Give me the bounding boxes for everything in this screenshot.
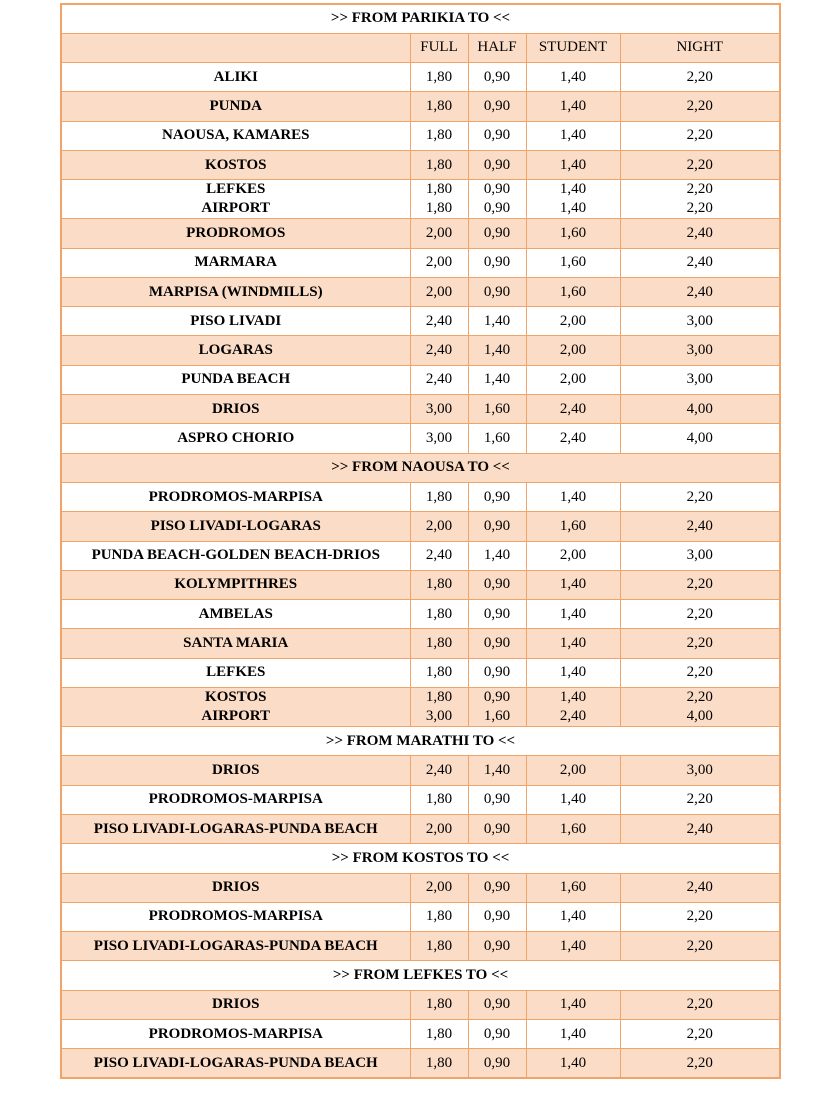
fare-row <box>61 248 780 277</box>
fare-night-cell: 3,00 <box>620 336 780 365</box>
fare-night-cell: 2,40 <box>620 814 780 843</box>
header-destination <box>61 33 410 62</box>
fare-half-cell: 1,60 <box>468 395 526 424</box>
fare-night-cell: 2,20 <box>620 990 780 1019</box>
fare-full-cell: 2,00 <box>410 814 468 843</box>
header-full: FULL <box>410 33 468 62</box>
fare-student-cell: 1,40 <box>526 990 620 1019</box>
fare-row <box>61 541 780 570</box>
destination-cell: PRODROMOS-MARPISA <box>61 785 410 814</box>
fare-student-cell: 1,40 <box>526 785 620 814</box>
destination-cell: PISO LIVADI-LOGARAS-PUNDA BEACH <box>61 932 410 961</box>
fare-row <box>61 902 780 931</box>
fare-half-cell: 0,90 <box>468 658 526 687</box>
fare-night-cell: 2,20 <box>620 1020 780 1049</box>
fare-student-cell: 2,40 <box>526 424 620 453</box>
fare-full-cell: 1,80 <box>410 121 468 150</box>
fare-full-cell: 1,80 <box>410 1049 468 1078</box>
header-student: STUDENT <box>526 33 620 62</box>
fare-student: 2,40 <box>559 708 587 725</box>
fare-student-cell: 1,60 <box>526 277 620 306</box>
fare-row <box>61 932 780 961</box>
fare-full-cell: 1,80 <box>410 63 468 92</box>
fare-full-cell: 1,80 <box>410 990 468 1019</box>
fare-student-cell: 1,40 <box>526 1049 620 1078</box>
fare-night-cell: 3,00 <box>620 307 780 336</box>
fare-row <box>61 92 780 121</box>
fare-full-cell: 2,00 <box>410 512 468 541</box>
header-half: HALF <box>468 33 526 62</box>
fare-student-cell: 1,40 <box>526 63 620 92</box>
fare-half-cell: 0,90 <box>468 932 526 961</box>
destination-cell: DRIOS <box>61 756 410 785</box>
fare-row <box>61 307 780 336</box>
fare-full-cell: 2,00 <box>410 248 468 277</box>
fare-half-cell: 0,90 <box>468 219 526 248</box>
fare-half-cell: 1,40 <box>468 336 526 365</box>
fare-night-cell: 2,20 <box>620 570 780 599</box>
fare-night-cell: 2,20 <box>620 63 780 92</box>
destination-name: AIRPORT <box>201 200 271 217</box>
fare-student-cell: 1,40 <box>526 92 620 121</box>
fare-half-cell: 0,90 <box>468 121 526 150</box>
fare-night-cell: 4,00 <box>620 395 780 424</box>
fare-half: 0,90 <box>483 689 511 706</box>
fare-night-cell: 2,20 <box>620 150 780 179</box>
fare-row <box>61 873 780 902</box>
fare-full-cell: 1,80 <box>410 932 468 961</box>
destination-cell: DRIOS <box>61 395 410 424</box>
fare-night: 2,20 <box>686 200 713 217</box>
fare-full-cell <box>410 688 468 727</box>
fare-half-cell: 0,90 <box>468 814 526 843</box>
fare-student: 1,40 <box>559 200 587 217</box>
fare-half-cell: 1,40 <box>468 307 526 336</box>
fare-half-cell: 0,90 <box>468 1049 526 1078</box>
destination-cell: PISO LIVADI-LOGARAS-PUNDA BEACH <box>61 814 410 843</box>
fare-row <box>61 150 780 179</box>
fare-night-cell: 2,20 <box>620 785 780 814</box>
destination-cell: PRODROMOS-MARPISA <box>61 482 410 511</box>
destination-cell: PUNDA BEACH <box>61 365 410 394</box>
fare-night-cell: 2,20 <box>620 482 780 511</box>
section-title-row <box>61 844 780 873</box>
fare-full: 1,80 <box>425 689 453 706</box>
fare-night-cell: 2,20 <box>620 1049 780 1078</box>
fare-full: 3,00 <box>425 708 453 725</box>
destination-cell: PISO LIVADI-LOGARAS-PUNDA BEACH <box>61 1049 410 1078</box>
fare-row <box>61 395 780 424</box>
fare-student-cell: 1,40 <box>526 600 620 629</box>
fare-student-cell: 1,60 <box>526 248 620 277</box>
fare-student-cell: 1,40 <box>526 482 620 511</box>
fare-full-cell: 1,80 <box>410 1020 468 1049</box>
fare-row <box>61 814 780 843</box>
fare-night-cell: 3,00 <box>620 756 780 785</box>
fare-full-cell: 2,00 <box>410 219 468 248</box>
fare-night: 2,20 <box>686 689 713 706</box>
fare-student-cell: 1,60 <box>526 219 620 248</box>
fare-full-cell: 1,80 <box>410 600 468 629</box>
fare-night-cell: 2,20 <box>620 629 780 658</box>
fare-night-cell: 2,40 <box>620 512 780 541</box>
fare-row <box>61 512 780 541</box>
fare-row <box>61 365 780 394</box>
fare-night-cell: 2,20 <box>620 121 780 150</box>
fare-half-cell: 0,90 <box>468 92 526 121</box>
fare-full-cell: 1,80 <box>410 902 468 931</box>
destination-cell: PRODROMOS <box>61 219 410 248</box>
fare-night-cell: 2,40 <box>620 219 780 248</box>
fare-half-cell: 0,90 <box>468 248 526 277</box>
destination-cell: MARPISA (WINDMILLS) <box>61 277 410 306</box>
fare-row <box>61 63 780 92</box>
section-title: >> FROM KOSTOS TO << <box>61 844 780 873</box>
fare-full-cell: 1,80 <box>410 785 468 814</box>
fare-half-cell: 0,90 <box>468 277 526 306</box>
fare-half-cell: 1,40 <box>468 365 526 394</box>
destination-cell <box>61 688 410 727</box>
fare-full: 1,80 <box>425 181 453 198</box>
fare-half-cell: 0,90 <box>468 482 526 511</box>
fare-night: 2,20 <box>686 181 713 198</box>
fare-night-cell: 3,00 <box>620 541 780 570</box>
fare-night-cell: 2,20 <box>620 600 780 629</box>
destination-name: AIRPORT <box>201 708 271 725</box>
destination-cell: LEFKES <box>61 658 410 687</box>
fare-row <box>61 629 780 658</box>
fare-night-cell: 3,00 <box>620 365 780 394</box>
destination-cell: PUNDA <box>61 92 410 121</box>
fare-full-cell: 1,80 <box>410 150 468 179</box>
fare-half-cell: 0,90 <box>468 629 526 658</box>
fare-row <box>61 688 780 727</box>
fare-half-cell <box>468 688 526 727</box>
fare-night-cell: 2,20 <box>620 658 780 687</box>
fare-night-cell <box>620 180 780 219</box>
fare-student-cell: 1,60 <box>526 873 620 902</box>
fare-night-cell: 2,20 <box>620 902 780 931</box>
fare-night-cell: 2,40 <box>620 277 780 306</box>
fare-full-cell <box>410 180 468 219</box>
fare-student-cell: 1,60 <box>526 814 620 843</box>
fare-table <box>60 3 781 1079</box>
fare-full: 1,80 <box>425 200 453 217</box>
fare-student-cell: 1,40 <box>526 1020 620 1049</box>
fare-student-cell: 1,40 <box>526 629 620 658</box>
fare-student-cell: 2,00 <box>526 307 620 336</box>
destination-cell: KOLYMPITHRES <box>61 570 410 599</box>
destination-name: KOSTOS <box>205 689 267 706</box>
fare-student-cell <box>526 688 620 727</box>
section-title: >> FROM PARIKIA TO << <box>61 4 780 33</box>
fare-row <box>61 336 780 365</box>
fare-row <box>61 990 780 1019</box>
fare-half-cell: 1,40 <box>468 756 526 785</box>
destination-cell: DRIOS <box>61 990 410 1019</box>
fare-half-cell: 0,90 <box>468 150 526 179</box>
fare-full-cell: 1,80 <box>410 629 468 658</box>
fare-student-cell: 2,40 <box>526 395 620 424</box>
fare-half-cell: 0,90 <box>468 512 526 541</box>
fare-half-cell: 0,90 <box>468 902 526 931</box>
fare-row <box>61 1020 780 1049</box>
fare-night-cell: 2,20 <box>620 932 780 961</box>
destination-cell <box>61 180 410 219</box>
fare-night-cell: 4,00 <box>620 424 780 453</box>
destination-cell: MARMARA <box>61 248 410 277</box>
fare-student: 1,40 <box>559 181 587 198</box>
fare-student-cell: 1,40 <box>526 570 620 599</box>
destination-cell: KOSTOS <box>61 150 410 179</box>
fare-full-cell: 2,40 <box>410 756 468 785</box>
column-header-row <box>61 33 780 62</box>
fare-full-cell: 2,40 <box>410 541 468 570</box>
fare-student-cell: 2,00 <box>526 365 620 394</box>
section-title-row <box>61 961 780 990</box>
fare-student-cell: 1,40 <box>526 121 620 150</box>
fare-student-cell: 1,40 <box>526 932 620 961</box>
fare-row <box>61 121 780 150</box>
fare-row <box>61 424 780 453</box>
fare-student-cell: 1,40 <box>526 658 620 687</box>
fare-half: 0,90 <box>483 181 511 198</box>
fare-student-cell: 2,00 <box>526 756 620 785</box>
fare-row <box>61 785 780 814</box>
fare-half-cell: 0,90 <box>468 1020 526 1049</box>
fare-half: 1,60 <box>483 708 511 725</box>
fare-full-cell: 1,80 <box>410 482 468 511</box>
fare-half-cell: 0,90 <box>468 63 526 92</box>
fare-student-cell <box>526 180 620 219</box>
destination-cell: ASPRO CHORIO <box>61 424 410 453</box>
fare-full-cell: 2,00 <box>410 873 468 902</box>
section-title: >> FROM LEFKES TO << <box>61 961 780 990</box>
fare-student-cell: 1,40 <box>526 150 620 179</box>
fare-half-cell: 0,90 <box>468 600 526 629</box>
header-night: NIGHT <box>620 33 780 62</box>
fare-night-cell: 2,20 <box>620 92 780 121</box>
fare-full-cell: 1,80 <box>410 658 468 687</box>
fare-row <box>61 756 780 785</box>
section-title: >> FROM MARATHI TO << <box>61 727 780 756</box>
fare-night-cell <box>620 688 780 727</box>
fare-night-cell: 2,40 <box>620 248 780 277</box>
destination-cell: PRODROMOS-MARPISA <box>61 902 410 931</box>
fare-half: 0,90 <box>483 200 511 217</box>
section-title-row <box>61 453 780 482</box>
fare-student-cell: 1,40 <box>526 902 620 931</box>
fare-half-cell: 1,40 <box>468 541 526 570</box>
fare-half-cell: 0,90 <box>468 785 526 814</box>
fare-half-cell: 0,90 <box>468 873 526 902</box>
fare-student-cell: 2,00 <box>526 541 620 570</box>
fare-half-cell: 1,60 <box>468 424 526 453</box>
fare-half-cell: 0,90 <box>468 990 526 1019</box>
section-title: >> FROM NAOUSA TO << <box>61 453 780 482</box>
fare-full-cell: 2,40 <box>410 307 468 336</box>
fare-full-cell: 3,00 <box>410 424 468 453</box>
section-title-row <box>61 4 780 33</box>
fare-row <box>61 570 780 599</box>
fare-full-cell: 2,40 <box>410 336 468 365</box>
destination-cell: PISO LIVADI-LOGARAS <box>61 512 410 541</box>
destination-cell: DRIOS <box>61 873 410 902</box>
destination-cell: PUNDA BEACH-GOLDEN BEACH-DRIOS <box>61 541 410 570</box>
fare-table-body <box>61 4 780 1078</box>
fare-half-cell <box>468 180 526 219</box>
fare-row <box>61 180 780 219</box>
destination-cell: LOGARAS <box>61 336 410 365</box>
fare-night: 4,00 <box>686 708 713 725</box>
destination-cell: PISO LIVADI <box>61 307 410 336</box>
fare-full-cell: 1,80 <box>410 92 468 121</box>
fare-night-cell: 2,40 <box>620 873 780 902</box>
fare-row <box>61 658 780 687</box>
fare-half-cell: 0,90 <box>468 570 526 599</box>
fare-row <box>61 482 780 511</box>
fare-row <box>61 600 780 629</box>
destination-name: LEFKES <box>206 181 266 198</box>
fare-row <box>61 219 780 248</box>
fare-student: 1,40 <box>559 689 587 706</box>
fare-row <box>61 1049 780 1078</box>
destination-cell: PRODROMOS-MARPISA <box>61 1020 410 1049</box>
destination-cell: SANTA MARIA <box>61 629 410 658</box>
fare-full-cell: 2,00 <box>410 277 468 306</box>
destination-cell: ALIKI <box>61 63 410 92</box>
fare-full-cell: 1,80 <box>410 570 468 599</box>
fare-row <box>61 277 780 306</box>
fare-student-cell: 1,60 <box>526 512 620 541</box>
fare-full-cell: 3,00 <box>410 395 468 424</box>
fare-student-cell: 2,00 <box>526 336 620 365</box>
fare-full-cell: 2,40 <box>410 365 468 394</box>
destination-cell: NAOUSA, KAMARES <box>61 121 410 150</box>
destination-cell: AMBELAS <box>61 600 410 629</box>
section-title-row <box>61 727 780 756</box>
